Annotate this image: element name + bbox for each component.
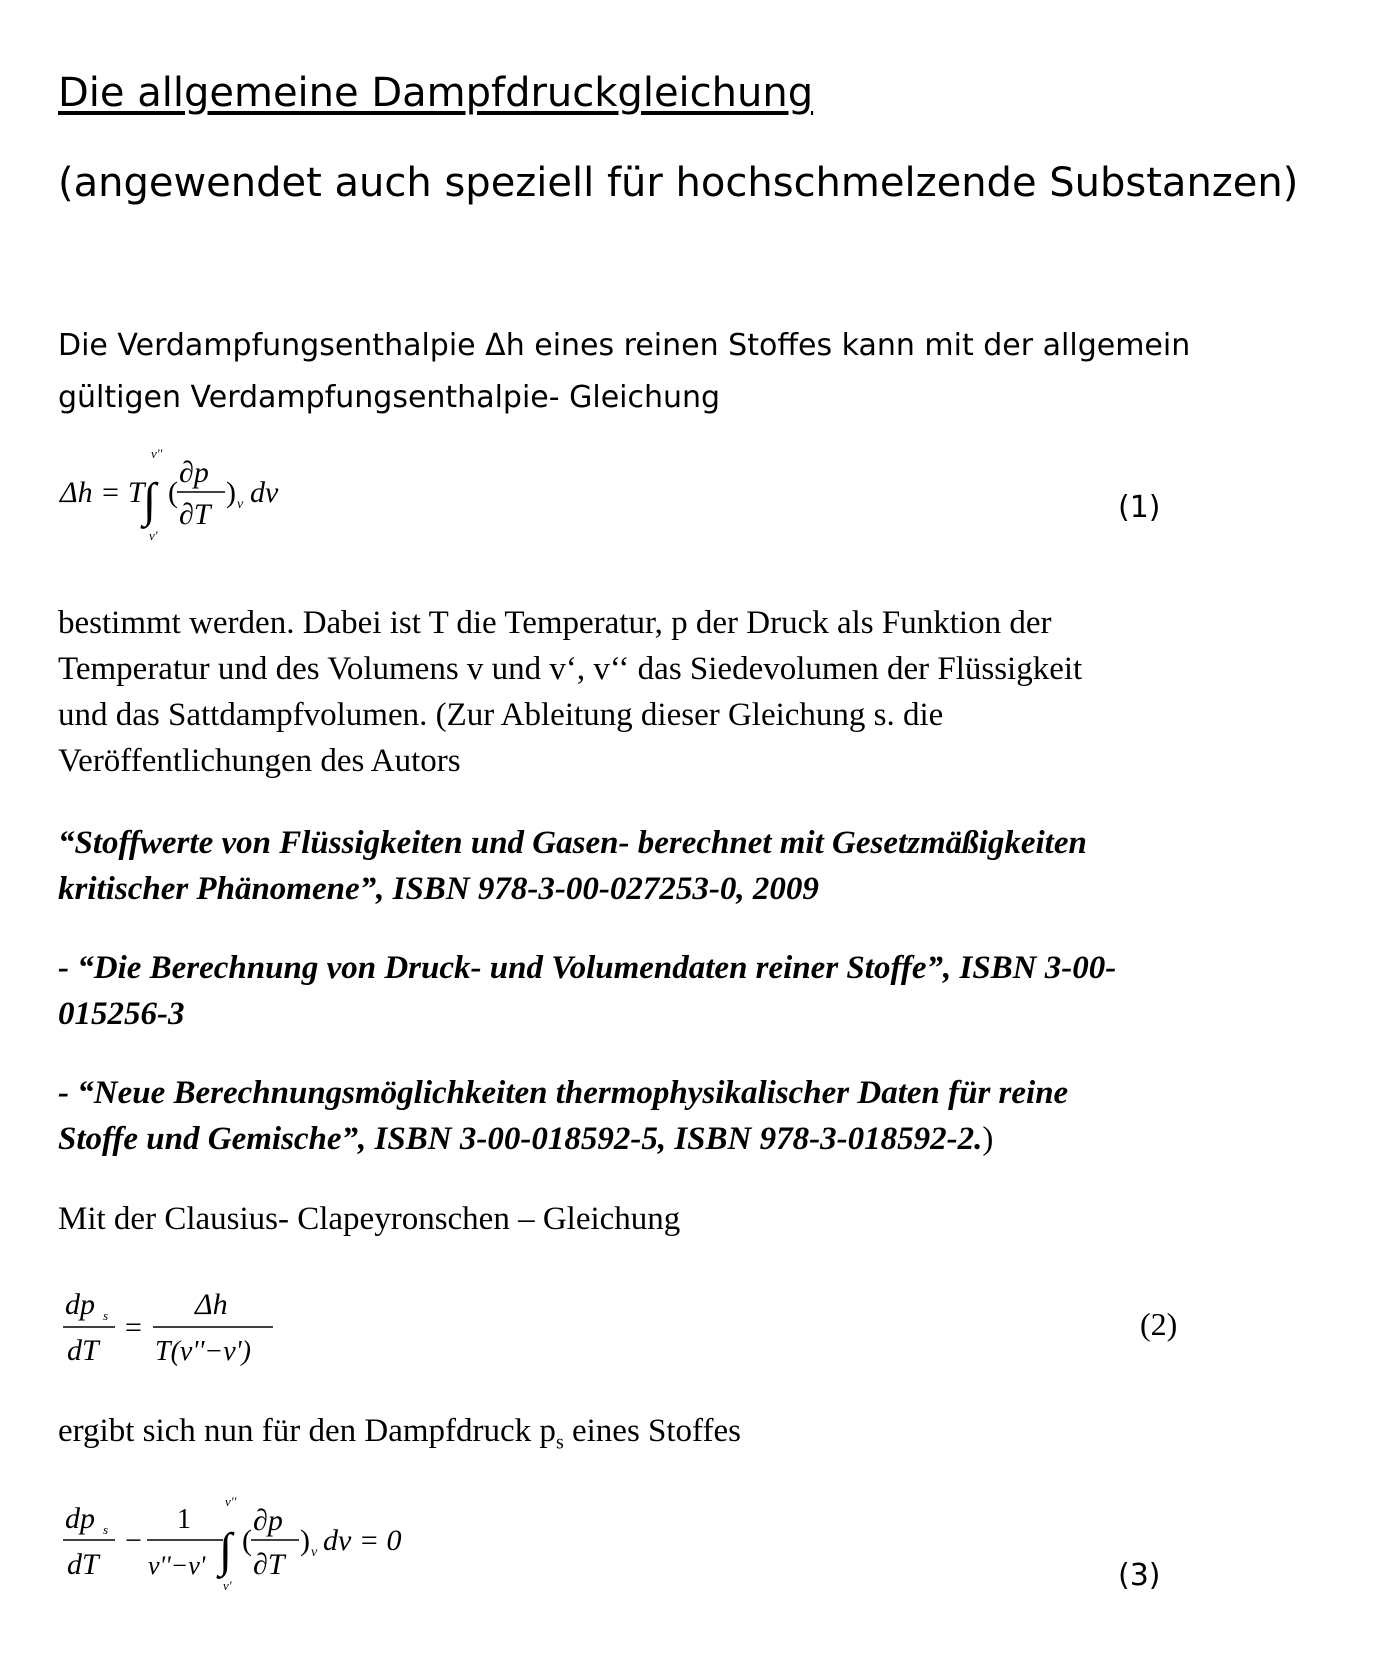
eq3-integral-sign: ∫ (219, 1524, 233, 1577)
eq3-minus: − (125, 1524, 142, 1557)
eq2-rhs-denominator: T(v''−v') (155, 1336, 251, 1367)
page-subtitle: (angewendet auch speziell für hochschmelzende Substanzen) (58, 160, 1299, 206)
explanation-line-1: bestimmt werden. Dabei ist T die Temperatur, p der Druck als Funktion der (58, 605, 1052, 641)
eq2-lhs-numerator: dp (65, 1288, 95, 1321)
eq3-denominator: ∂T (253, 1548, 285, 1581)
eq3-lhs-subscript: s (103, 1522, 109, 1537)
equation-2 (55, 1278, 355, 1378)
reference-2-line-1: - “Die Berechnung von Druck- und Volumendaten reiner Stoffe”, ISBN 3-00- (58, 950, 1117, 986)
eq3-subscript: v (311, 1545, 318, 1560)
eq1-numerator: ∂p (179, 456, 209, 489)
eq3-lhs-numerator: dp (65, 1502, 95, 1535)
equation-3-number: (3) (1118, 1558, 1161, 1593)
intro-paragraph (58, 320, 1190, 424)
eq1-close-paren: ) (226, 476, 236, 509)
eq1-open-paren: ( (168, 476, 178, 509)
explanation-line-2: Temperatur und des Volumens v und v‘, v‘‘ das Siedevolumen der Flüssigkeit (58, 651, 1083, 687)
explanation-line-4: Veröffentlichungen des Autors (58, 743, 461, 779)
eq3-close-paren: ) (300, 1524, 310, 1557)
reference-1-line-1: “Stoffwerte von Flüssigkeiten und Gasen- berechnet mit Gesetzmäßigkeiten (58, 825, 1087, 861)
page-title: Die allgemeine Dampfdruckgleichung (58, 70, 814, 116)
result-text: ergibt sich nun für den Dampfdruck $p_s$ eines Stoffes (58, 1413, 741, 1454)
reference-3-line-2: Stoffe und Gemische”, ISBN 3-00-018592-5, ISBN 978-3-018592-2.) (58, 1121, 994, 1157)
reference-1 (58, 820, 1087, 912)
eq3-frac-denominator: v''−v' (148, 1551, 206, 1580)
result-subscript: s (555, 1431, 564, 1454)
eq1-lhs: Δh = T (60, 476, 145, 509)
intro-line-1: Die Verdampfungsenthalpie Δh eines reinen Stoffes kann mit der allgemein (58, 328, 1191, 363)
eq1-tail: dv (250, 476, 279, 509)
eq2-rhs-numerator: Δh (195, 1288, 228, 1321)
eq2-lhs-subscript: s (103, 1308, 109, 1323)
eq1-integral-sign: ∫ (143, 474, 157, 527)
clausius-text: Mit der Clausius- Clapeyronschen – Gleichung (58, 1201, 681, 1237)
eq1-lower-limit: v' (149, 528, 158, 543)
equation-3 (55, 1490, 475, 1600)
eq3-frac-numerator: 1 (177, 1504, 191, 1535)
explanation-line-3: und das Sattdampfvolumen. (Zur Ableitung dieser Gleichung s. die (58, 697, 944, 733)
reference-3-line-1: - “Neue Berechnungsmöglichkeiten thermophysikalischer Daten für reine (58, 1075, 1069, 1111)
reference-3-closing: ) (982, 1121, 994, 1157)
equation-2-number: (2) (1140, 1306, 1178, 1342)
reference-2-line-2: 015256-3 (58, 996, 185, 1032)
reference-3 (58, 1070, 1068, 1162)
eq3-lower-limit: v' (223, 1578, 232, 1593)
eq3-upper-limit: v'' (225, 1494, 237, 1509)
eq3-tail: dv = 0 (323, 1524, 402, 1557)
reference-1-line-2: kritischer Phänomene”, ISBN 978-3-00-027253-0, 2009 (58, 871, 819, 907)
eq1-subscript: v (237, 497, 244, 512)
reference-2 (58, 945, 1116, 1037)
eq3-lhs-denominator: dT (67, 1548, 99, 1581)
eq2-equals: = (125, 1311, 142, 1344)
explanation-paragraph (58, 600, 1082, 784)
intro-line-2: gültigen Verdampfungsenthalpie- Gleichung (58, 380, 721, 415)
eq2-lhs-denominator: dT (67, 1334, 99, 1367)
equation-1 (55, 440, 395, 550)
eq1-upper-limit: v'' (151, 446, 163, 461)
eq3-open-paren: ( (242, 1524, 252, 1557)
eq1-denominator: ∂T (179, 498, 211, 531)
equation-1-number: (1) (1118, 490, 1161, 525)
eq3-numerator: ∂p (253, 1504, 283, 1537)
